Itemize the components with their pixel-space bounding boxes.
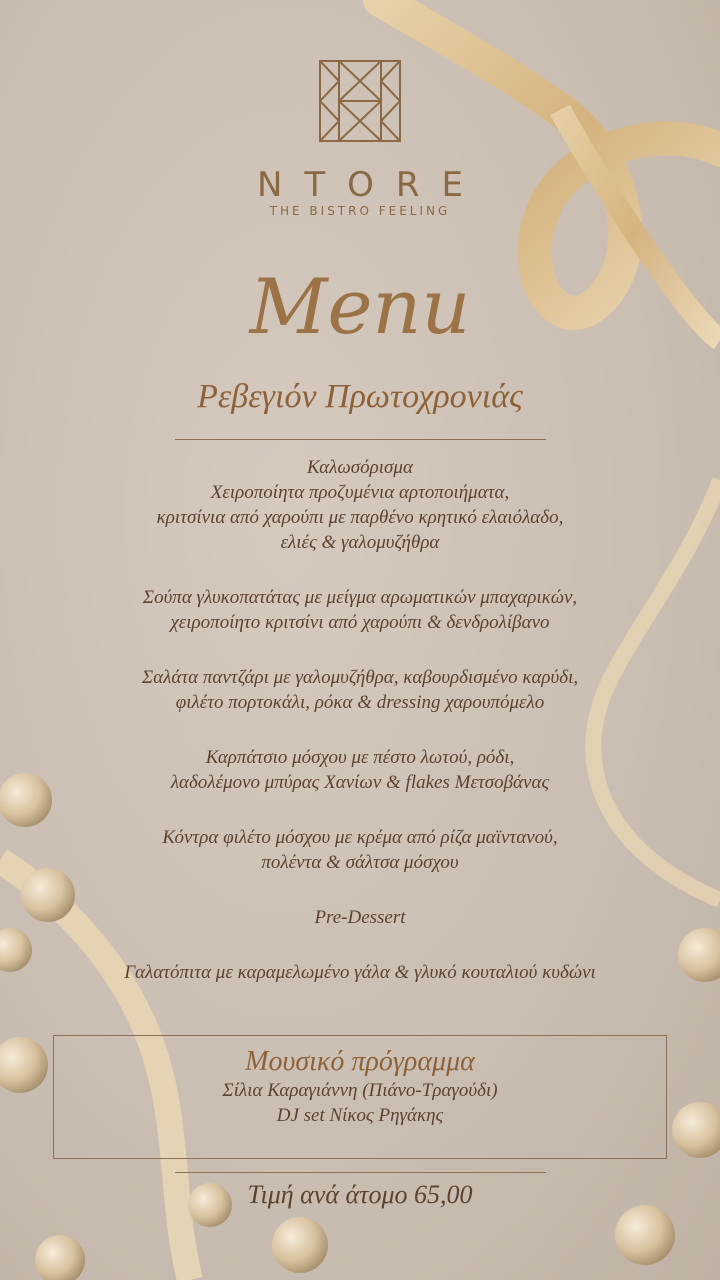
- music-program-title: Μουσικό πρόγραμμα: [245, 1046, 475, 1077]
- music-performer: DJ set Νίκος Ρηγάκης: [276, 1105, 444, 1126]
- brand-name: NTORE: [256, 165, 486, 205]
- menu-title: Menu: [249, 262, 471, 351]
- course-list: [0, 455, 720, 1015]
- music-program-box: [53, 1035, 667, 1159]
- divider: [175, 1172, 546, 1173]
- course-item: Καλωσόρισμα Χειροποίητα προζυμένια αρτοποιήματα, κριτσίνια από χαρούπι με παρθένο κρητικό ελαιόλαδο, ελιές & γαλομυζήθρα: [156, 457, 564, 553]
- course-item: Σούπα γλυκοπατάτας με μείγμα αρωματικών μπαχαρικών, χειροποίητο κριτσίνι από χαρούπι & δενδρολίβανο: [142, 587, 578, 633]
- divider: [175, 439, 546, 440]
- course-item: Pre-Dessert: [314, 907, 406, 928]
- course-item: Γαλατόπιτα με καραμελωμένο γάλα & γλυκό κουταλιού κυδώνι: [124, 962, 596, 983]
- course-item: Καρπάτσιο μόσχου με πέστο λωτού, ρόδι, λαδολέμονο μπύρας Χανίων & flakes Μετσοβάνας: [170, 747, 550, 793]
- logo-icon: [319, 60, 401, 142]
- event-title: Ρεβεγιόν Πρωτοχρονιάς: [197, 378, 523, 415]
- course-item: Κόντρα φιλέτο μόσχου με κρέμα από ρίζα μαϊντανού, πολέντα & σάλτσα μόσχου: [162, 827, 558, 873]
- price-per-person: Τιμή ανά άτομο 65,00: [247, 1180, 473, 1209]
- music-performer: Σίλια Καραγιάννη (Πιάνο-Τραγούδι): [222, 1080, 498, 1101]
- course-item: Σαλάτα παντζάρι με γαλομυζήθρα, καβουρδισμένο καρύδι, φιλέτο πορτοκάλι, ρόκα & dressing χαρουπόμελο: [141, 667, 579, 713]
- brand-tagline: THE BISTRO FEELING: [269, 204, 451, 218]
